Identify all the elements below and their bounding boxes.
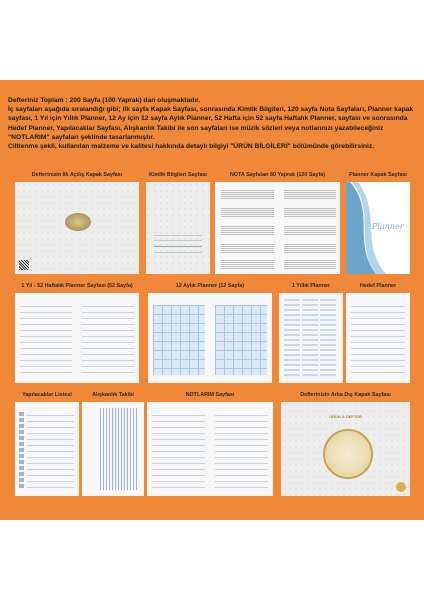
card-weekly-thumb xyxy=(15,293,139,383)
monthly-left-page xyxy=(148,293,211,383)
card-todo xyxy=(15,392,79,496)
back-cover-brand: ÜRÜN & DEFTER xyxy=(329,414,362,419)
card-planner-cover-thumb xyxy=(346,182,410,274)
card-yearly-thumb xyxy=(279,293,343,383)
card-back-cover-label: Defterinizin Arka Dış Kapak Sayfası xyxy=(300,392,391,398)
music-staff xyxy=(284,226,337,235)
card-habit-label: Alışkanlık Takibi xyxy=(92,392,134,398)
ruled-lines xyxy=(20,301,72,377)
card-habit xyxy=(82,392,144,496)
card-habit-thumb xyxy=(82,402,144,496)
calendar-grid xyxy=(215,305,267,375)
card-monthly-label: 12 Aylık Planner (12 Sayfa) xyxy=(175,283,245,289)
card-yearly xyxy=(279,283,343,383)
music-staff xyxy=(221,190,274,199)
planner-word: Planner xyxy=(372,222,404,231)
identity-lines xyxy=(154,230,202,256)
card-back-cover xyxy=(281,392,410,496)
music-staff xyxy=(221,260,274,269)
description-block xyxy=(8,96,418,151)
card-monthly-thumb xyxy=(148,293,272,383)
qr-code-icon xyxy=(19,260,29,270)
notes-right-page xyxy=(210,402,273,496)
card-goal-thumb xyxy=(346,293,410,383)
card-notes-thumb xyxy=(147,402,273,496)
notes-left-page xyxy=(147,402,211,496)
card-identity xyxy=(146,172,210,274)
nota-left-page xyxy=(215,182,279,274)
card-nota xyxy=(215,172,340,274)
music-staff xyxy=(284,260,337,269)
music-staff xyxy=(284,190,337,199)
description-line-3: Ciltlenme şekli, kullanılan malzeme ve kalitesi hakkında detaylı bilgiyi "ÜRÜN BİLGİLERİ" bölümünde görebilirsiniz. xyxy=(8,143,375,151)
card-goal-label: Hedef Planner xyxy=(359,283,397,289)
card-weekly-label: 1 Yıl - 52 Haftalık Planner Sayfası (52 Sayfa) xyxy=(21,283,133,289)
card-yearly-label: 1 Yıllık Planner xyxy=(291,283,331,289)
card-cover-label: Defterinizin İlk Açılış Kapak Sayfası xyxy=(31,172,123,178)
card-monthly xyxy=(148,283,272,383)
yearly-sheet xyxy=(284,299,338,377)
music-notes-emblem-icon xyxy=(65,213,91,231)
monthly-right-page xyxy=(210,293,272,383)
music-staff xyxy=(221,244,274,253)
calendar-grid xyxy=(153,305,205,375)
description-line-1: Defteriniz Toplam : 200 Sayfa (100 Yaprak) dan oluşmaktadır. xyxy=(8,97,201,104)
music-staff xyxy=(284,208,337,217)
habit-grid xyxy=(100,408,139,490)
checkbox-column xyxy=(19,412,24,488)
card-planner-cover-label: Planner Kapak Sayfası xyxy=(349,172,407,178)
card-notes-label: NOTLARIM Sayfası xyxy=(185,392,235,398)
music-staff xyxy=(284,244,337,253)
description-line-2: İç sayfaları aşağıda sıralandığı gibi; ilk sayfa Kapak Sayfası, sonrasında Kimlik Bilgileri, 120 sayfa Nota Sayfaları, Planner kapak sayfası, 1 Yıl için Yıllık Planner, 12 Ay için 12 sayfa Aylık Planner, 52 Hafta için 52 sayfa Haftalık Planner, sayfası ve sonrasında Hedef Planner, Yapılacaklar Sayfası, Alışkanlık Takibi ile son sayfaları ise müzik sözleri veya notlarınızı yazabileceğiniz "NOTLARIM" sayfaları şeklinde tasarlanmıştır. xyxy=(8,106,414,141)
card-goal xyxy=(346,283,410,383)
ruled-lines xyxy=(351,301,405,377)
ruled-lines xyxy=(215,410,268,490)
card-notes xyxy=(147,392,273,496)
weekly-right-page xyxy=(77,293,139,383)
weekly-left-page xyxy=(15,293,78,383)
card-cover xyxy=(15,172,139,274)
card-todo-label: Yapılacaklar Listesi xyxy=(22,392,72,398)
music-staff xyxy=(221,208,274,217)
logo-icon xyxy=(396,482,406,492)
card-cover-thumb xyxy=(15,182,139,274)
ruled-lines xyxy=(27,410,74,490)
card-nota-thumb xyxy=(215,182,340,274)
card-identity-thumb xyxy=(146,182,210,274)
identity-pattern xyxy=(146,182,210,274)
nota-right-page xyxy=(278,182,341,274)
music-staff xyxy=(221,226,274,235)
gold-emblem-icon xyxy=(323,429,373,479)
card-planner-cover xyxy=(346,172,410,274)
card-todo-thumb xyxy=(15,402,79,496)
card-identity-label: Kimlik Bilgileri Sayfası xyxy=(149,172,207,178)
card-back-cover-thumb xyxy=(281,402,410,496)
card-nota-label: NOTA Sayfaları 60 Yaprak (120 Sayfa) xyxy=(229,172,326,178)
ruled-lines xyxy=(82,301,134,377)
ruled-lines xyxy=(152,410,205,490)
card-weekly xyxy=(15,283,139,383)
